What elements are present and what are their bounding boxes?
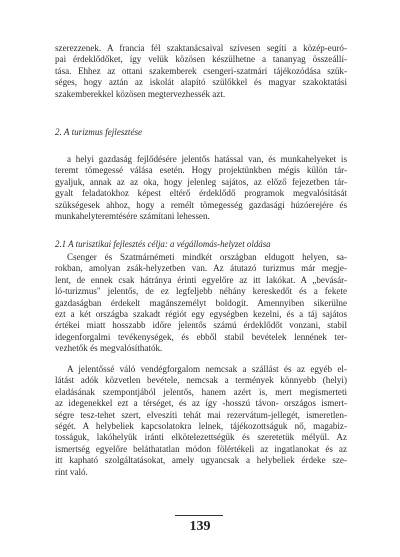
text-line: munkahelyteremtésére számítani lehessen. [55,210,210,221]
text-line: gyalt feladatokhoz képest eltérő érdeklődő programok megvalósítását [55,188,347,199]
text-line: tása. Ehhez az ottani szakemberek csengeri-szatmári tájékozódása szük- [55,65,347,76]
text-line: pai érdeklődőket, így velük közösen készülhetne a tananyag összeállí- [55,54,347,65]
text-line: ségre tesz-tehet szert, elveszíti tehát mai rezervátum-jellegét, ismeretlen- [55,409,347,420]
page-number-rule [175,515,223,516]
text-line: ló-turizmus" jelentős, de ez legfeljebb néhány kereskedőt és a fekete [55,286,347,297]
text-line: ségét. A helybeliek kapcsolatokra lelnek, tájékozottságuk nő, magabiz- [55,420,347,431]
paragraph-visitor-traffic [55,364,347,478]
text-line: eladásának szempontjából jelentős, hanem azért is, mert megismerteti [55,386,347,397]
text-line: szükségesek ahhoz, hogy a remélt tömegesség gazdasági húzóerejére és [55,199,347,210]
text-line: teremt tömegessé válása esetén. Hogy projektünkben mégis külön tár- [55,165,347,176]
text-line: értékei miatt hosszabb időre jelentős számú érdeklődőt vonzani, stabil [55,320,347,331]
paragraph-location [55,252,347,355]
text-line: szerezzenek. A francia fél szaktanácsaival szívesen segíti a közép-euró- [55,43,347,53]
subsection-heading: 2.1 A turisztikai fejlesztés célja: a végállomás-helyzet oldása [55,239,271,249]
text-line: rint való. [55,466,88,477]
text-line: gazdaságban érdekelt magánszemélyt boldogít. Amennyiben sikerülne [55,297,347,308]
text-line: ezt a két országba szakadt régiót egy egységben kezelni, és a táj sajátos [55,308,347,319]
section-heading: 2. A turizmus fejlesztése [55,127,143,137]
text-line: látást adók közvetlen bevétele, nemcsak a termények könnyebb (helyi) [55,375,347,386]
text-line: tosságuk, lakóhelyük iránti elkötelezettségük és szeretetük mélyül. Az [55,432,347,443]
text-line: séges, hogy aztán az iskolát alapító szülőkkel és magyar szakoktatási [55,77,347,88]
text-line: gyaljuk, annak az az oka, hogy jelenleg sajátos, az előző fejezetben tár- [55,176,347,187]
text-line: lent, de ennek csak hátránya érinti egyelőre az itt lakókat. A „bevásár- [55,274,347,285]
text-line: az idegenekkel ezt a térséget, és az így -hosszú távon- országos ismert- [55,398,347,409]
text-line: ismertség egyelőre beláthatatlan módon fölértékeli az ingatlanokat és az [55,443,347,454]
text-line: itt kapható szolgáltatásokat, amely ugyancsak a helybeliek érdeke sze- [55,455,347,466]
text-line: rokban, amolyan zsák-helyzetben van. Az átutazó turizmus már megje- [55,263,347,274]
text-line: A jelentőssé váló vendégforgalom nemcsak a szállást és az egyéb el- [67,364,347,374]
page-number: 139 [189,519,211,534]
text-line: idegenforgalmi tevékenységek, és ebből stabil bevételek lennének ter- [55,331,347,342]
text-line: vezhetők és megvalósíthatók. [55,343,163,354]
text-line: szakemberekkel közösen megtervezhessék azt. [55,88,226,99]
text-line: a helyi gazdaság fejlődésére jelentős hatással van, és munkahelyeket is [67,154,347,164]
text-line: Csenger és Szatmárnémeti mindkét országban eldugott helyen, sa- [67,252,347,262]
paragraph-continuation [55,43,347,100]
paragraph-tourism-intro [55,154,347,222]
